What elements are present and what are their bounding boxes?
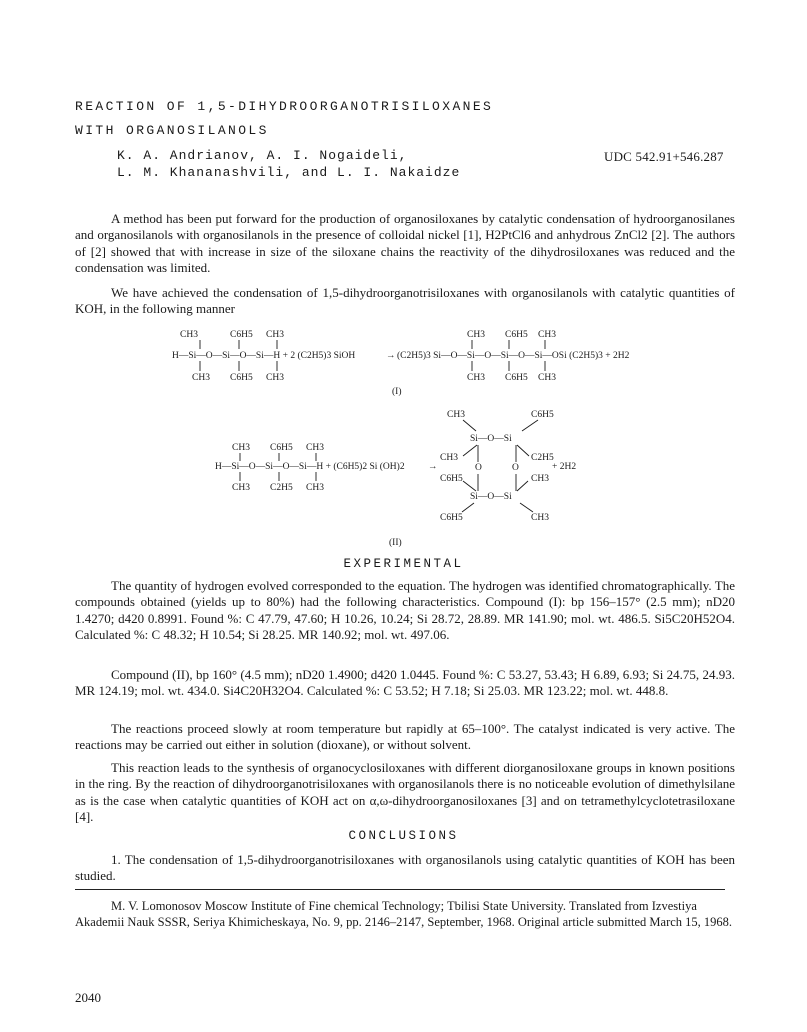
eq2-label: (II): [389, 538, 402, 548]
eq1-right-bottom-1: CH3: [467, 373, 485, 383]
eq1-left-bottom-2: C6H5: [230, 373, 253, 383]
eq2-product-extra: + 2H2: [552, 462, 577, 472]
footnote-text: M. V. Lomonosov Moscow Institute of Fine chemical Technology; Tbilisi State University. Translated from Izvestiya Akademii Nauk SSSR, Seriya Khimicheskaya, No. 9, pp. 2146–2147, September, 1968. Original article submitted March 15, 1968.: [75, 899, 733, 930]
ring-sub-1: CH3: [447, 410, 465, 420]
eq2-arrow: →: [428, 462, 438, 472]
eq1-right-top-1: CH3: [467, 330, 485, 340]
intro-p1-text: A method has been put forward for the production of organosiloxanes by catalytic condensation of hydroorganosilanes and organosilanols with organosilanols in the presence of colloidal nickel [1], H2PtCl6 and anhydrous ZnCl2 [2]. The authors of [2] showed that with increase in size of the siloxane chains the reactivity of the dihydrosiloxanes was reduced and the condensation was limited.: [75, 211, 735, 276]
eq1-right-bottom-3: CH3: [538, 373, 556, 383]
intro-p2-text: We have achieved the condensation of 1,5-dihydroorganotrisiloxanes with organosilanols with catalytic quantities of KOH, in the following manner: [75, 285, 735, 317]
ring-bottom-atoms: Si—O—Si: [470, 492, 512, 502]
footnote: [75, 898, 740, 931]
eq1-left-top-1: CH3: [180, 330, 198, 340]
experimental-paragraph-3: [75, 721, 735, 754]
eq2-left-bottom-2: C2H5: [270, 483, 293, 493]
eq2-left-top-2: C6H5: [270, 443, 293, 453]
eq1-left-top-2: C6H5: [230, 330, 253, 340]
eq1-right-top-2: C6H5: [505, 330, 528, 340]
experimental-paragraph-2: [75, 667, 735, 700]
exp-p2-text: Compound (II), bp 160° (4.5 mm); nD20 1.4900; d420 1.0445. Found %: C 53.27, 53.43; H 6.89, 6.93; Si 24.75, 24.93. MR 124.19; mol. wt. 434.0. Si4C20H32O4. Calculated %: C 53.52; H 7.18; Si 25.03. MR 123.22; mol. wt. 448.8.: [75, 667, 735, 699]
exp-p3-text: The reactions proceed slowly at room temperature but rapidly at 65–100°. The catalyst indicated is very active. The reactions may be carried out either in solution (dioxane), or without solvent.: [75, 721, 735, 753]
title-line-2: WITH ORGANOSILANOLS: [75, 123, 269, 138]
ring-sub-3: CH3: [440, 453, 458, 463]
eq2-left-top-1: CH3: [232, 443, 250, 453]
ring-sub-4: C6H5: [440, 474, 463, 484]
eq2-left-bottom-1: CH3: [232, 483, 250, 493]
author-line-2: L. M. Khananashvili, and L. I. Nakaidze: [117, 165, 461, 180]
eq1-left-top-3: CH3: [266, 330, 284, 340]
ring-sub-5: C2H5: [531, 453, 554, 463]
ring-top-atoms: Si—O—Si: [470, 434, 512, 444]
experimental-paragraph-4: [75, 760, 735, 826]
footnote-divider: [75, 889, 725, 890]
author-line-1: K. A. Andrianov, A. I. Nogaideli,: [117, 148, 408, 163]
ring-sub-2: C6H5: [531, 410, 554, 420]
eq2-left-bottom-3: CH3: [306, 483, 324, 493]
exp-p4-text: This reaction leads to the synthesis of organocyclosiloxanes with different diorganosiloxane groups in known positions in the ring. By the reaction of dihydroorganotrisiloxanes with organosilanols there is no noticeable evolution of dimethylsilane as is the case when catalytic quantities of KOH act on α,ω-dihydroorganosiloxanes [3] and on tetramethylcyclotetrasiloxane [4].: [75, 760, 735, 825]
conclusions-heading: CONCLUSIONS: [348, 829, 459, 843]
concl-p1-text: 1. The condensation of 1,5-dihydroorganotrisiloxanes with organosilanols using catalytic quantities of KOH has been studied.: [75, 852, 735, 884]
eq1-right-bottom-2: C6H5: [505, 373, 528, 383]
page-number: 2040: [75, 990, 101, 1005]
ring-left-oxygen: O: [475, 463, 482, 473]
conclusions-paragraph-1: [75, 852, 735, 885]
eq1-left-main: H—Si—O—Si—O—Si—H + 2 (C2H5)3 SiOH: [172, 351, 356, 361]
eq2-left-top-3: CH3: [306, 443, 324, 453]
title-line-1: REACTION OF 1,5-DIHYDROORGANOTRISILOXANES: [75, 99, 494, 114]
exp-p1-text: The quantity of hydrogen evolved corresponded to the equation. The hydrogen was identified chromatographically. The compounds obtained (yields up to 80%) had the following characteristics. Compound (I): bp 156–157° (2.5 mm); nD20 1.4270; d420 0.8991. Found %: C 47.79, 47.60; H 10.26, 10.24; Si 28.72, 28.89. MR 141.90; mol. wt. 486.5. Si5C20H52O4. Calculated %: C 48.32; H 10.54; Si 28.25. MR 140.92; mol. wt. 497.06.: [75, 578, 735, 643]
ring-sub-8: CH3: [531, 513, 549, 523]
eq1-right-main: (C2H5)3 Si—O—Si—O—Si—O—Si—OSi (C2H5)3 + 2H2: [397, 351, 630, 361]
eq1-arrow: →: [386, 351, 396, 361]
ring-right-oxygen: O: [512, 463, 519, 473]
udc-code: UDC 542.91+546.287: [604, 149, 724, 164]
eq2-left-main: H—Si—O—Si—O—Si—H + (C6H5)2 Si (OH)2: [215, 462, 405, 472]
eq1-right-top-3: CH3: [538, 330, 556, 340]
eq1-left-bottom-1: CH3: [192, 373, 210, 383]
eq1-left-bottom-3: CH3: [266, 373, 284, 383]
eq1-label: (I): [392, 387, 402, 397]
experimental-paragraph-1: [75, 578, 735, 644]
ring-sub-6: CH3: [531, 474, 549, 484]
ring-sub-7: C6H5: [440, 513, 463, 523]
experimental-heading: EXPERIMENTAL: [343, 557, 464, 571]
